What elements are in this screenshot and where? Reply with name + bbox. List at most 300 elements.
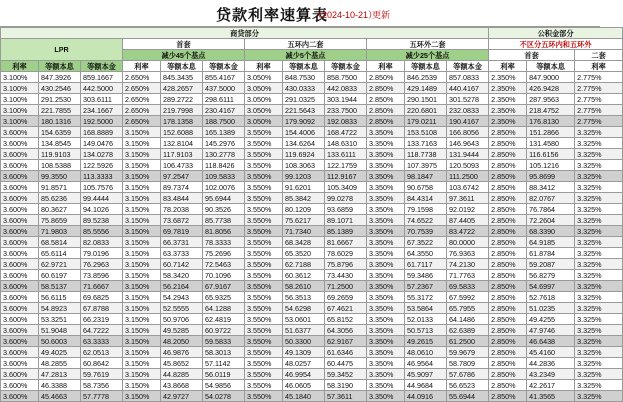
table-cell: 105.1216 <box>527 160 575 171</box>
field-header-row <box>1 61 623 72</box>
commercial-group-label: 商贷部分 <box>1 28 489 39</box>
table-cell: 3.325% <box>575 281 623 292</box>
table-cell: 54.9856 <box>203 380 245 391</box>
table-cell: 90.6758 <box>405 182 447 193</box>
table-cell: 102.0076 <box>203 182 245 193</box>
table-cell: 48.2855 <box>39 358 81 369</box>
table-cell: 3.325% <box>575 215 623 226</box>
table-cell: 65.3520 <box>283 248 325 259</box>
table-cell: 50.5713 <box>405 325 447 336</box>
table-cell: 91.8571 <box>39 182 81 193</box>
table-cell: 3.550% <box>245 336 283 347</box>
table-cell: 132.8104 <box>161 138 203 149</box>
provident-first-header: 首套 <box>489 50 575 61</box>
table-cell: 2.850% <box>489 358 527 369</box>
table-cell: 3.550% <box>245 380 283 391</box>
table-cell: 3.325% <box>575 127 623 138</box>
table-cell: 65.9325 <box>203 292 245 303</box>
col-ep: 等额本金 <box>203 61 245 72</box>
table-cell: 71.7763 <box>447 270 489 281</box>
table-cell: 3.600% <box>1 160 39 171</box>
table-cell: 3.550% <box>245 237 283 248</box>
table-cell: 76.7864 <box>527 204 575 215</box>
table-cell: 3.350% <box>367 171 405 182</box>
table-cell: 3.600% <box>1 127 39 138</box>
table-cell: 3.350% <box>367 369 405 380</box>
table-cell: 3.600% <box>1 226 39 237</box>
table-cell: 3.350% <box>367 270 405 281</box>
table-cell: 45.9097 <box>405 369 447 380</box>
table-row <box>1 127 623 138</box>
table-cell: 168.4722 <box>325 127 367 138</box>
table-cell: 92.0192 <box>447 204 489 215</box>
table-cell: 3.325% <box>575 248 623 259</box>
table-cell: 62.9167 <box>325 336 367 347</box>
table-row <box>1 325 623 336</box>
table-cell: 2.850% <box>489 292 527 303</box>
table-cell: 290.1501 <box>405 94 447 105</box>
table-cell: 67.8788 <box>81 303 123 314</box>
table-row <box>1 347 623 358</box>
table-cell: 3.150% <box>123 248 161 259</box>
table-cell: 67.9167 <box>203 281 245 292</box>
table-cell: 119.6924 <box>283 149 325 160</box>
table-cell: 3.325% <box>575 314 623 325</box>
table-cell: 3.325% <box>575 380 623 391</box>
table-cell: 3.600% <box>1 347 39 358</box>
table-cell: 429.1489 <box>405 83 447 94</box>
table-cell: 430.2546 <box>39 83 81 94</box>
table-cell: 3.325% <box>575 347 623 358</box>
table-cell: 3.100% <box>1 116 39 127</box>
table-cell: 3.100% <box>1 83 39 94</box>
table-row <box>1 116 623 127</box>
table-cell: 3.600% <box>1 270 39 281</box>
table-cell: 3.325% <box>575 204 623 215</box>
table-cell: 95.6944 <box>203 193 245 204</box>
table-cell: 440.4167 <box>447 83 489 94</box>
table-cell: 61.7117 <box>405 259 447 270</box>
table-cell: 108.3063 <box>283 160 325 171</box>
table-cell: 3.550% <box>245 303 283 314</box>
table-cell: 3.150% <box>123 182 161 193</box>
table-cell: 149.0476 <box>81 138 123 149</box>
table-row <box>1 358 623 369</box>
table-cell: 3.050% <box>245 105 283 116</box>
table-cell: 43.2349 <box>527 369 575 380</box>
provident-group-label <box>489 28 623 39</box>
table-row <box>1 336 623 347</box>
outer-second-header: 五环外二套 <box>367 39 489 50</box>
table-cell: 3.350% <box>367 314 405 325</box>
table-cell: 95.8699 <box>527 171 575 182</box>
table-cell: 2.775% <box>575 83 623 94</box>
table-cell: 151.2866 <box>527 127 575 138</box>
table-cell: 3.150% <box>123 369 161 380</box>
table-cell: 3.150% <box>123 193 161 204</box>
table-cell: 857.0833 <box>447 72 489 83</box>
table-cell: 3.150% <box>123 138 161 149</box>
table-cell: 2.850% <box>367 94 405 105</box>
table-cell: 3.600% <box>1 138 39 149</box>
table-cell: 3.100% <box>1 105 39 116</box>
table-cell: 2.775% <box>575 72 623 83</box>
table-cell: 99.3550 <box>39 171 81 182</box>
title-bar <box>0 0 600 27</box>
table-cell: 76.2963 <box>81 259 123 270</box>
lpr-header: LPR <box>1 39 123 61</box>
table-cell: 221.7855 <box>39 105 81 116</box>
table-cell: 57.2367 <box>405 281 447 292</box>
table-cell: 56.6523 <box>447 380 489 391</box>
table-body <box>1 72 623 402</box>
table-cell: 85.1389 <box>325 226 367 237</box>
table-cell: 3.050% <box>245 83 283 94</box>
col-epi: 等额本息 <box>283 61 325 72</box>
table-cell: 43.8668 <box>161 380 203 391</box>
table-cell: 60.3612 <box>283 270 325 281</box>
table-cell: 85.3842 <box>283 193 325 204</box>
table-cell: 71.2500 <box>325 281 367 292</box>
col-rate: 利率 <box>575 61 623 72</box>
update-label: 更新 <box>372 10 391 20</box>
table-cell: 218.4752 <box>527 105 575 116</box>
table-cell: 2.850% <box>489 281 527 292</box>
table-cell: 52.0133 <box>405 314 447 325</box>
table-cell: 68.3390 <box>527 226 575 237</box>
table-cell: 3.150% <box>123 358 161 369</box>
table-cell: 3.325% <box>575 270 623 281</box>
table-cell: 42.9727 <box>161 391 203 402</box>
table-cell: 219.7998 <box>161 105 203 116</box>
table-cell: 3.150% <box>123 237 161 248</box>
table-cell: 179.0211 <box>405 116 447 127</box>
table-cell: 62.7188 <box>283 259 325 270</box>
table-cell: 165.1389 <box>203 127 245 138</box>
table-cell: 3.150% <box>123 171 161 182</box>
table-cell: 3.325% <box>575 391 623 402</box>
table-cell: 131.9444 <box>447 149 489 160</box>
table-cell: 72.5463 <box>203 259 245 270</box>
table-cell: 59.9679 <box>447 347 489 358</box>
table-cell: 426.9428 <box>527 83 575 94</box>
table-cell: 188.7500 <box>203 116 245 127</box>
table-cell: 64.9185 <box>527 237 575 248</box>
table-cell: 3.550% <box>245 215 283 226</box>
table-cell: 437.5000 <box>203 83 245 94</box>
table-cell: 166.8056 <box>447 127 489 138</box>
table-cell: 3.600% <box>1 193 39 204</box>
table-cell: 99.4444 <box>81 193 123 204</box>
table-cell: 97.3611 <box>447 193 489 204</box>
table-cell: 848.7530 <box>283 72 325 83</box>
table-cell: 3.550% <box>245 391 283 402</box>
table-cell: 99.1203 <box>283 171 325 182</box>
table-cell: 59.7619 <box>81 369 123 380</box>
table-cell: 2.850% <box>489 270 527 281</box>
table-cell: 44.9684 <box>405 380 447 391</box>
table-cell: 3.600% <box>1 358 39 369</box>
table-cell: 3.150% <box>123 391 161 402</box>
table-cell: 190.4167 <box>447 116 489 127</box>
table-cell: 83.4722 <box>447 226 489 237</box>
table-cell: 49.1309 <box>283 347 325 358</box>
table-cell: 64.3056 <box>325 325 367 336</box>
table-cell: 64.7222 <box>81 325 123 336</box>
table-cell: 48.0610 <box>405 347 447 358</box>
table-cell: 76.9363 <box>447 248 489 259</box>
table-cell: 2.850% <box>489 248 527 259</box>
table-cell: 3.550% <box>245 314 283 325</box>
table-cell: 2.850% <box>489 325 527 336</box>
table-cell: 61.8784 <box>527 248 575 259</box>
table-cell: 60.6197 <box>39 270 81 281</box>
table-cell: 2.850% <box>489 138 527 149</box>
table-cell: 71.7340 <box>283 226 325 237</box>
table-cell: 442.0833 <box>325 83 367 94</box>
table-cell: 69.6825 <box>81 292 123 303</box>
table-cell: 48.0257 <box>283 358 325 369</box>
table-cell: 69.5833 <box>447 281 489 292</box>
date-label: （2024-10-21） <box>313 10 378 20</box>
table-cell: 47.9746 <box>527 325 575 336</box>
table-cell: 52.5555 <box>161 303 203 314</box>
table-cell: 2.650% <box>123 116 161 127</box>
table-cell: 45.4663 <box>39 391 81 402</box>
table-cell: 80.1209 <box>283 204 325 215</box>
table-cell: 846.2539 <box>405 72 447 83</box>
table-cell: 80.3627 <box>39 204 81 215</box>
table-cell: 120.5093 <box>447 160 489 171</box>
table-cell: 3.550% <box>245 358 283 369</box>
table-cell: 89.1071 <box>325 215 367 226</box>
table-cell: 52.7618 <box>527 292 575 303</box>
table-cell: 298.6111 <box>203 94 245 105</box>
table-cell: 44.2836 <box>527 358 575 369</box>
table-row <box>1 380 623 391</box>
table-cell: 2.775% <box>575 116 623 127</box>
table-row <box>1 248 623 259</box>
table-cell: 3.350% <box>367 215 405 226</box>
table-cell: 50.9706 <box>161 314 203 325</box>
table-cell: 3.600% <box>1 292 39 303</box>
table-cell: 87.4405 <box>447 215 489 226</box>
table-cell: 3.050% <box>245 72 283 83</box>
table-cell: 62.0513 <box>81 347 123 358</box>
table-cell: 122.1759 <box>325 160 367 171</box>
table-cell: 94.1026 <box>81 204 123 215</box>
table-cell: 63.3733 <box>161 248 203 259</box>
table-cell: 3.550% <box>245 259 283 270</box>
table-cell: 3.550% <box>245 226 283 237</box>
table-cell: 3.550% <box>245 127 283 138</box>
table-cell: 3.600% <box>1 281 39 292</box>
table-cell: 54.8923 <box>39 303 81 314</box>
table-cell: 131.4580 <box>527 138 575 149</box>
table-cell: 3.600% <box>1 259 39 270</box>
table-cell: 46.0605 <box>283 380 325 391</box>
table-row <box>1 303 623 314</box>
table-cell: 3.150% <box>123 347 161 358</box>
table-cell: 858.7500 <box>325 72 367 83</box>
table-cell: 2.850% <box>367 105 405 116</box>
table-cell: 3.350% <box>367 127 405 138</box>
table-cell: 53.5864 <box>405 303 447 314</box>
table-cell: 3.050% <box>245 116 283 127</box>
table-row <box>1 259 623 270</box>
table-cell: 64.3550 <box>405 248 447 259</box>
table-cell: 103.6742 <box>447 182 489 193</box>
table-cell: 50.6003 <box>39 336 81 347</box>
table-cell: 67.3522 <box>405 237 447 248</box>
category-header-row <box>1 39 623 50</box>
col-ep: 等额本金 <box>325 61 367 72</box>
table-cell: 3.325% <box>575 171 623 182</box>
table-cell: 146.9643 <box>447 138 489 149</box>
table-cell: 58.7809 <box>447 358 489 369</box>
table-cell: 57.3611 <box>325 391 367 402</box>
table-cell: 64.1486 <box>447 314 489 325</box>
table-cell: 53.0601 <box>283 314 325 325</box>
col-ep: 等额本金 <box>447 61 489 72</box>
table-cell: 55.6944 <box>447 391 489 402</box>
table-cell: 3.600% <box>1 325 39 336</box>
table-cell: 2.350% <box>489 72 527 83</box>
table-cell: 3.325% <box>575 325 623 336</box>
table-cell: 2.650% <box>123 94 161 105</box>
table-cell: 303.6111 <box>81 94 123 105</box>
table-cell: 65.8152 <box>325 314 367 325</box>
table-cell: 84.4314 <box>405 193 447 204</box>
table-cell: 145.2976 <box>203 138 245 149</box>
table-cell: 2.850% <box>489 380 527 391</box>
table-cell: 107.3975 <box>405 160 447 171</box>
table-cell: 3.325% <box>575 259 623 270</box>
table-cell: 59.5833 <box>203 336 245 347</box>
table-row <box>1 292 623 303</box>
table-cell: 2.650% <box>123 105 161 116</box>
table-cell: 89.5238 <box>81 215 123 226</box>
table-cell: 3.350% <box>367 259 405 270</box>
table-cell: 48.2050 <box>161 336 203 347</box>
table-cell: 47.2813 <box>39 369 81 380</box>
table-cell: 3.325% <box>575 358 623 369</box>
table-cell: 91.6201 <box>283 182 325 193</box>
table-cell: 60.7142 <box>161 259 203 270</box>
table-cell: 75.6217 <box>283 215 325 226</box>
table-row <box>1 83 623 94</box>
table-cell: 57.7778 <box>81 391 123 402</box>
table-cell: 3.050% <box>245 94 283 105</box>
table-cell: 46.9876 <box>161 347 203 358</box>
col-rate: 利率 <box>123 61 161 72</box>
table-cell: 75.2696 <box>203 248 245 259</box>
table-cell: 3.600% <box>1 248 39 259</box>
table-cell: 2.850% <box>489 204 527 215</box>
table-cell: 57.6786 <box>447 369 489 380</box>
table-cell: 2.850% <box>489 182 527 193</box>
table-cell: 3.150% <box>123 281 161 292</box>
table-cell: 3.350% <box>367 160 405 171</box>
table-cell: 2.850% <box>367 83 405 94</box>
table-cell: 2.775% <box>575 105 623 116</box>
table-cell: 3.325% <box>575 369 623 380</box>
table-cell: 2.850% <box>489 259 527 270</box>
table-cell: 3.600% <box>1 380 39 391</box>
table-cell: 855.4167 <box>203 72 245 83</box>
rate-table <box>0 27 623 402</box>
table-cell: 3.600% <box>1 182 39 193</box>
table-cell: 51.0235 <box>527 303 575 314</box>
col-rate: 利率 <box>367 61 405 72</box>
table-cell: 192.5000 <box>81 116 123 127</box>
table-cell: 46.9564 <box>405 358 447 369</box>
table-cell: 113.3333 <box>81 171 123 182</box>
table-cell: 57.1142 <box>203 358 245 369</box>
table-cell: 2.850% <box>489 369 527 380</box>
table-cell: 81.6667 <box>325 237 367 248</box>
table-row <box>1 369 623 380</box>
table-cell: 54.0278 <box>203 391 245 402</box>
table-cell: 133.6111 <box>325 149 367 160</box>
table-cell: 134.0278 <box>81 149 123 160</box>
inner-second-header: 五环内二套 <box>245 39 367 50</box>
table-cell: 93.6859 <box>325 204 367 215</box>
table-cell: 3.350% <box>367 292 405 303</box>
table-cell: 3.325% <box>575 237 623 248</box>
table-cell: 3.550% <box>245 171 283 182</box>
cut5-header: 减少5个基点 <box>245 50 367 61</box>
table-cell: 50.3300 <box>283 336 325 347</box>
table-cell: 67.4621 <box>325 303 367 314</box>
provident-group-title: 公积金部分 <box>537 28 574 38</box>
table-cell: 3.600% <box>1 237 39 248</box>
table-cell: 88.3412 <box>527 182 575 193</box>
table-cell: 85.7738 <box>203 215 245 226</box>
table-cell: 428.2657 <box>161 83 203 94</box>
table-cell: 180.1316 <box>39 116 81 127</box>
table-cell: 75.8659 <box>39 215 81 226</box>
table-cell: 69.2659 <box>325 292 367 303</box>
table-cell: 2.850% <box>367 116 405 127</box>
table-cell: 3.550% <box>245 325 283 336</box>
col-rate: 利率 <box>245 61 283 72</box>
table-cell: 845.3435 <box>161 72 203 83</box>
table-cell: 64.1288 <box>203 303 245 314</box>
table-cell: 148.6310 <box>325 138 367 149</box>
table-cell: 62.4819 <box>203 314 245 325</box>
table-cell: 3.350% <box>367 391 405 402</box>
table-cell: 60.4475 <box>325 358 367 369</box>
table-cell: 3.550% <box>245 270 283 281</box>
table-row <box>1 314 623 325</box>
table-cell: 3.325% <box>575 336 623 347</box>
table-cell: 3.325% <box>575 182 623 193</box>
table-cell: 71.6667 <box>81 281 123 292</box>
table-cell: 58.7356 <box>81 380 123 391</box>
table-cell: 3.350% <box>367 193 405 204</box>
table-cell: 3.150% <box>123 149 161 160</box>
table-cell: 289.2722 <box>161 94 203 105</box>
table-cell: 3.600% <box>1 171 39 182</box>
table-cell: 3.600% <box>1 369 39 380</box>
table-cell: 59.3486 <box>405 270 447 281</box>
table-cell: 3.150% <box>123 127 161 138</box>
table-cell: 73.6872 <box>161 215 203 226</box>
table-cell: 58.3420 <box>161 270 203 281</box>
table-cell: 46.9954 <box>283 369 325 380</box>
table-cell: 442.5000 <box>81 83 123 94</box>
